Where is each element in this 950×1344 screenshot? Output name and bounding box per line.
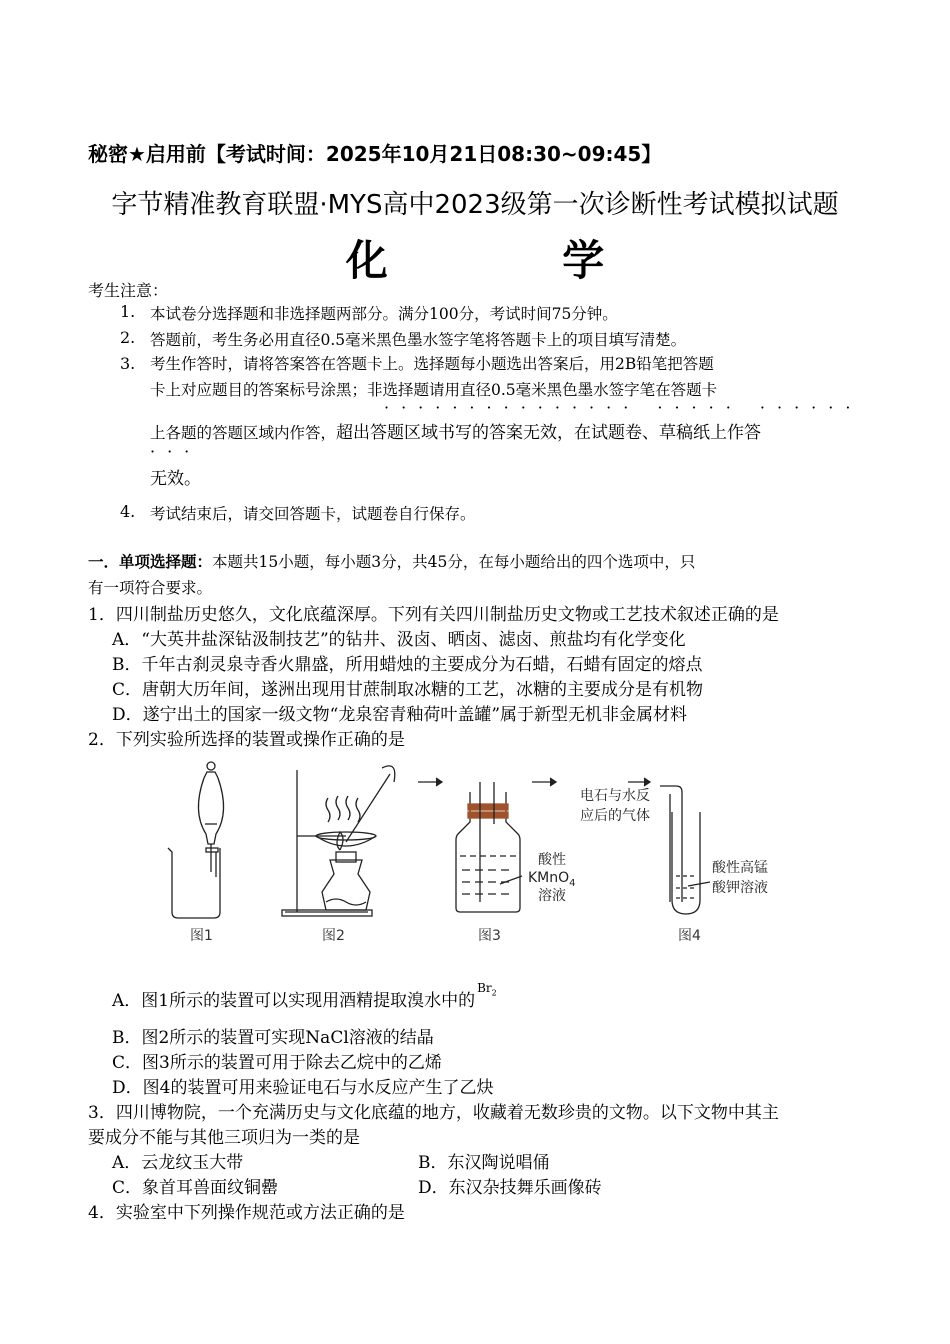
- fig3-caption: 图3: [478, 928, 501, 944]
- fig4-gas-label-2: 应后的气体: [580, 808, 650, 824]
- q2-option-a-formula: [477, 981, 497, 998]
- q1-option-b: B．千年古刹灵泉寺香火鼎盛，所用蜡烛的主要成分为石蜡，石蜡有固定的熔点: [112, 655, 703, 675]
- notice-item-4: 考试结束后，请交回答题卡，试题卷自行保存。: [150, 505, 476, 523]
- q3-stem-line1: 3．四川博物院，一个充满历史与文化底蕴的地方，收藏着无数珍贵的文物。以下文物中其主: [88, 1103, 779, 1123]
- fig4-solution-label-1: 酸性高锰: [712, 860, 768, 876]
- q2-formula-sub: 2: [491, 988, 497, 998]
- section-desc-line1: 本题共15小题，每小题3分，共45分，在每小题给出的四个选项中，只: [212, 553, 696, 571]
- notice-num-4: 4.: [120, 502, 136, 521]
- q3-option-c: C．象首耳兽面纹铜罍: [112, 1178, 279, 1198]
- fig3-label-kmno4-sub: 4: [569, 878, 576, 889]
- q3-option-a: A．云龙纹玉大带: [112, 1153, 244, 1173]
- notice-item-3-line2: 卡上对应题目的答案标号涂黑；非选择题请用直径0.5毫米黑色墨水签字笔在答题卡: [150, 381, 718, 399]
- fig3-label-kmno4: [528, 870, 576, 889]
- notice-item-1: 本试卷分选择题和非选择题两部分。满分100分，考试时间75分钟。: [150, 305, 618, 323]
- fig4-solution-label-2: 酸钾溶液: [712, 880, 768, 896]
- fig2-caption: 图2: [322, 928, 345, 944]
- q2-option-a-text: A．图1所示的装置可以实现用酒精提取溴水中的: [112, 991, 476, 1011]
- q2-option-c: C．图3所示的装置可用于除去乙烷中的乙烯: [112, 1053, 442, 1073]
- notice-num-2: 2.: [120, 328, 136, 347]
- q1-option-d: D．遂宁出土的国家一级文物“龙泉窑青釉荷叶盖罐”属于新型无机非金属材料: [112, 705, 688, 725]
- secret-line: 秘密★启用前【考试时间：2025年10月21日08:30~09:45】: [88, 142, 662, 166]
- q3-option-b: B．东汉陶说唱俑: [418, 1153, 550, 1173]
- q3-option-d: D．东汉杂技舞乐画像砖: [418, 1178, 602, 1198]
- exam-title: 字节精准教育联盟·MYS高中2023级第一次诊断性考试模拟试题: [111, 190, 839, 220]
- notice-title: 考生注意：: [88, 281, 169, 300]
- notice-item-3-line4: 无效。: [150, 469, 201, 489]
- notice-num-1: 1.: [120, 302, 136, 321]
- emphasis-dots-2: ···: [150, 442, 202, 461]
- fig3-label-kmno4-main: KMnO: [528, 870, 570, 886]
- notice-num-3: 3.: [120, 354, 136, 373]
- emphasis-dots-1: ··············· ····· ······: [384, 398, 863, 417]
- q4-stem: 4．实验室中下列操作规范或方法正确的是: [88, 1203, 405, 1223]
- q2-formula-br: Br: [477, 981, 492, 995]
- q2-option-a: [112, 981, 497, 1011]
- notice-item-3-line3: [150, 418, 761, 443]
- notice-item-3-line1: 考生作答时，请将答案答在答题卡上。选择题每小题选出答案后，用2B铅笔把答题: [150, 355, 714, 373]
- fig1-caption: 图1: [190, 928, 213, 944]
- q2-figures: [150, 752, 800, 952]
- section-desc-line2: 有一项符合要求。: [88, 579, 213, 597]
- q1-stem: 1．四川制盐历史悠久，文化底蕴深厚。下列有关四川制盐历史文物或工艺技术叙述正确的是: [88, 605, 779, 625]
- section-heading-label: 一．单项选择题：: [88, 553, 213, 571]
- q2-stem: 2．下列实验所选择的装置或操作正确的是: [88, 730, 405, 750]
- fig4-gas-label-1: 电石与水反: [580, 788, 650, 804]
- notice-item-3-line3-plain: 上各题的答题区域内作答，: [150, 424, 337, 442]
- fig2-evaporation-setup: [282, 766, 395, 916]
- q2-option-b: B．图2所示的装置可实现NaCl溶液的结晶: [112, 1028, 434, 1048]
- q3-stem-line2: 要成分不能与其他三项归为一类的是: [88, 1128, 360, 1148]
- notice-item-3-line3-emph: 超出答题区域书写的答案无效，在试题卷、草稿纸上作答: [336, 423, 762, 443]
- q1-option-a: A．“大英井盐深钻汲制技艺”的钻井、汲卤、晒卤、滤卤、煎盐均有化学变化: [112, 630, 686, 650]
- q2-option-d: D．图4的装置可用来验证电石与水反应产生了乙炔: [112, 1078, 494, 1098]
- section-heading: [88, 550, 695, 572]
- fig1-beaker: [168, 848, 220, 918]
- subject-title: 化 学: [345, 236, 685, 285]
- fig3-gas-washing-bottle: [418, 778, 556, 912]
- fig3-label-solution: 溶液: [538, 888, 566, 904]
- fig4-caption: 图4: [678, 928, 701, 944]
- fig3-label-acidic: 酸性: [538, 852, 566, 868]
- notice-item-2: 答题前，考生务必用直径0.5毫米黑色墨水签字笔将答题卡上的项目填写清楚。: [150, 331, 687, 349]
- q1-option-c: C．唐朝大历年间，遂洲出现用甘蔗制取冰糖的工艺，冰糖的主要成分是有机物: [112, 680, 704, 700]
